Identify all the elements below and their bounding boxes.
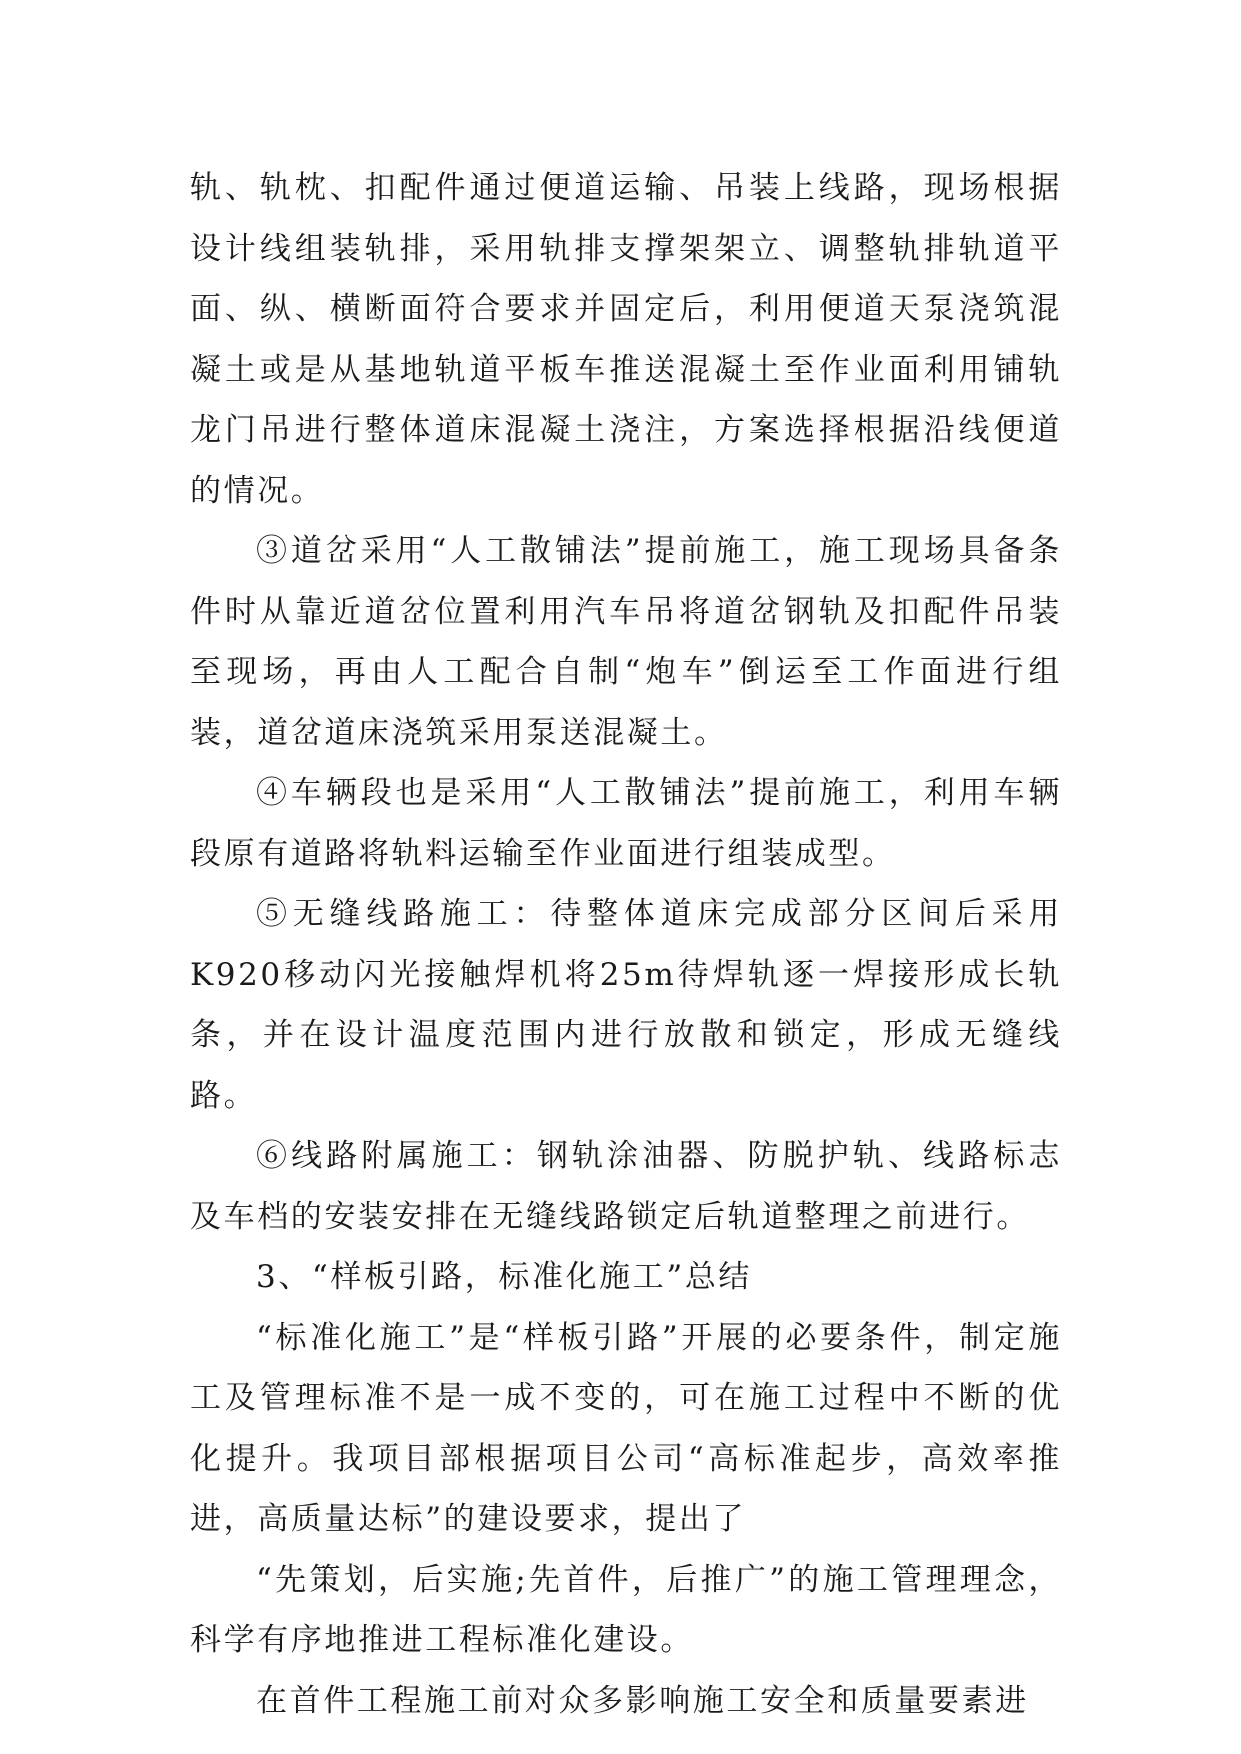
paragraph-turnout-construction: ③道岔采用“人工散铺法”提前施工，施工现场具备条件时从靠近道岔位置利用汽车吊将道岔钢轨及扣配件吊装至现场，再由人工配合自制“炮车”倒运至工作面进行组装，道岔道床浇筑采用泵送混凝土。: [190, 533, 1062, 751]
paragraph-first-piece: 在首件工程施工前对众多影响施工安全和质量要素进: [256, 1682, 1029, 1719]
paragraph-management-concept: “先策划，后实施;先首件，后推广”的施工管理理念，科学有序地推进工程标准化建设。: [190, 1561, 1062, 1658]
paragraph-depot-construction: ④车辆段也是采用“人工散铺法”提前施工，利用车辆段原有道路将轨料运输至作业面进行组装成型。: [190, 775, 1062, 872]
paragraph-seamless-line: ⑤无缝线路施工：待整体道床完成部分区间后采用K920移动闪光接触焊机将25m待焊轨逐一焊接形成长轨条，并在设计温度范围内进行放散和锁定，形成无缝线路。: [190, 896, 1062, 1114]
paragraph-standardization: “标准化施工”是“样板引路”开展的必要条件，制定施工及管理标准不是一成不变的，可在施工过程中不断的优化提升。我项目部根据项目公司“高标准起步，高效率推进，高质量达标”的建设要求，提出了: [190, 1319, 1062, 1537]
paragraph-line-accessories: ⑥线路附属施工：钢轨涂油器、防脱护轨、线路标志及车档的安装安排在无缝线路锁定后轨道整理之前进行。: [190, 1138, 1062, 1235]
paragraph-track-assembly: 轨、轨枕、扣配件通过便道运输、吊装上线路，现场根据设计线组装轨排，采用轨排支撑架架立、调整轨排轨道平面、纵、横断面符合要求并固定后，利用便道天泵浇筑混凝土或是从基地轨道平板车推送混凝土至作业面利用铺轨龙门吊进行整体道床混凝土浇注，方案选择根据沿线便道的情况。: [190, 170, 1062, 509]
document-page: [190, 158, 1062, 1731]
section-heading-summary: 3、“样板引路，标准化施工”总结: [256, 1259, 753, 1295]
